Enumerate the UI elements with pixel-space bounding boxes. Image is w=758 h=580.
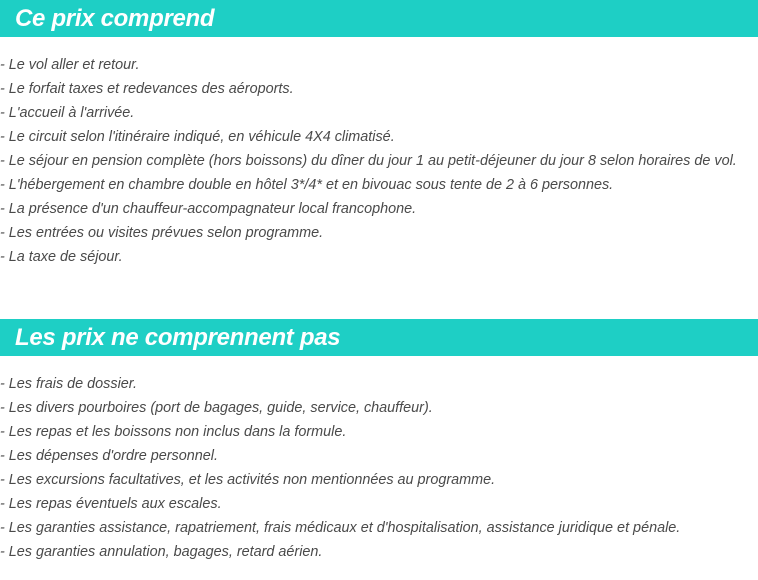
includes-list-item: - Les entrées ou visites prévues selon programme.	[0, 225, 324, 241]
includes-list-item: - Le forfait taxes et redevances des aéroports.	[0, 81, 294, 97]
includes-list	[0, 53, 758, 269]
includes-list-item: - Le circuit selon l'itinéraire indiqué, en véhicule 4X4 climatisé.	[0, 129, 395, 145]
excludes-section-header	[0, 319, 758, 356]
excludes-list-item: - Les garanties annulation, bagages, retard aérien.	[0, 544, 323, 560]
excludes-list-item: - Les repas et les boissons non inclus dans la formule.	[0, 424, 347, 440]
includes-list-item: - Le séjour en pension complète (hors boissons) du dîner du jour 1 au petit-déjeuner du jour 8 selon horaires de vol.	[0, 153, 737, 169]
includes-section-title: Ce prix comprend	[15, 4, 215, 32]
includes-list-item: - L'accueil à l'arrivée.	[0, 105, 135, 121]
includes-list-item: - La présence d'un chauffeur-accompagnateur local francophone.	[0, 201, 417, 217]
excludes-list-item: - Les divers pourboires (port de bagages, guide, service, chauffeur).	[0, 400, 433, 416]
excludes-list-item: - Les excursions facultatives, et les activités non mentionnées au programme.	[0, 472, 496, 488]
excludes-list-item: - Les dépenses d'ordre personnel.	[0, 448, 218, 464]
excludes-list	[0, 372, 758, 564]
includes-list-item: - La taxe de séjour.	[0, 249, 123, 265]
includes-list-item: - Le vol aller et retour.	[0, 57, 140, 73]
excludes-section-title: Les prix ne comprennent pas	[15, 323, 341, 351]
excludes-list-item: - Les frais de dossier.	[0, 376, 138, 392]
includes-list-item: - L'hébergement en chambre double en hôtel 3*/4* et en bivouac sous tente de 2 à 6 personnes.	[0, 177, 614, 193]
includes-section-header	[0, 0, 758, 37]
excludes-list-item: - Les repas éventuels aux escales.	[0, 496, 222, 512]
excludes-list-item: - Les garanties assistance, rapatriement, frais médicaux et d'hospitalisation, assistance juridique et pénale.	[0, 520, 681, 536]
